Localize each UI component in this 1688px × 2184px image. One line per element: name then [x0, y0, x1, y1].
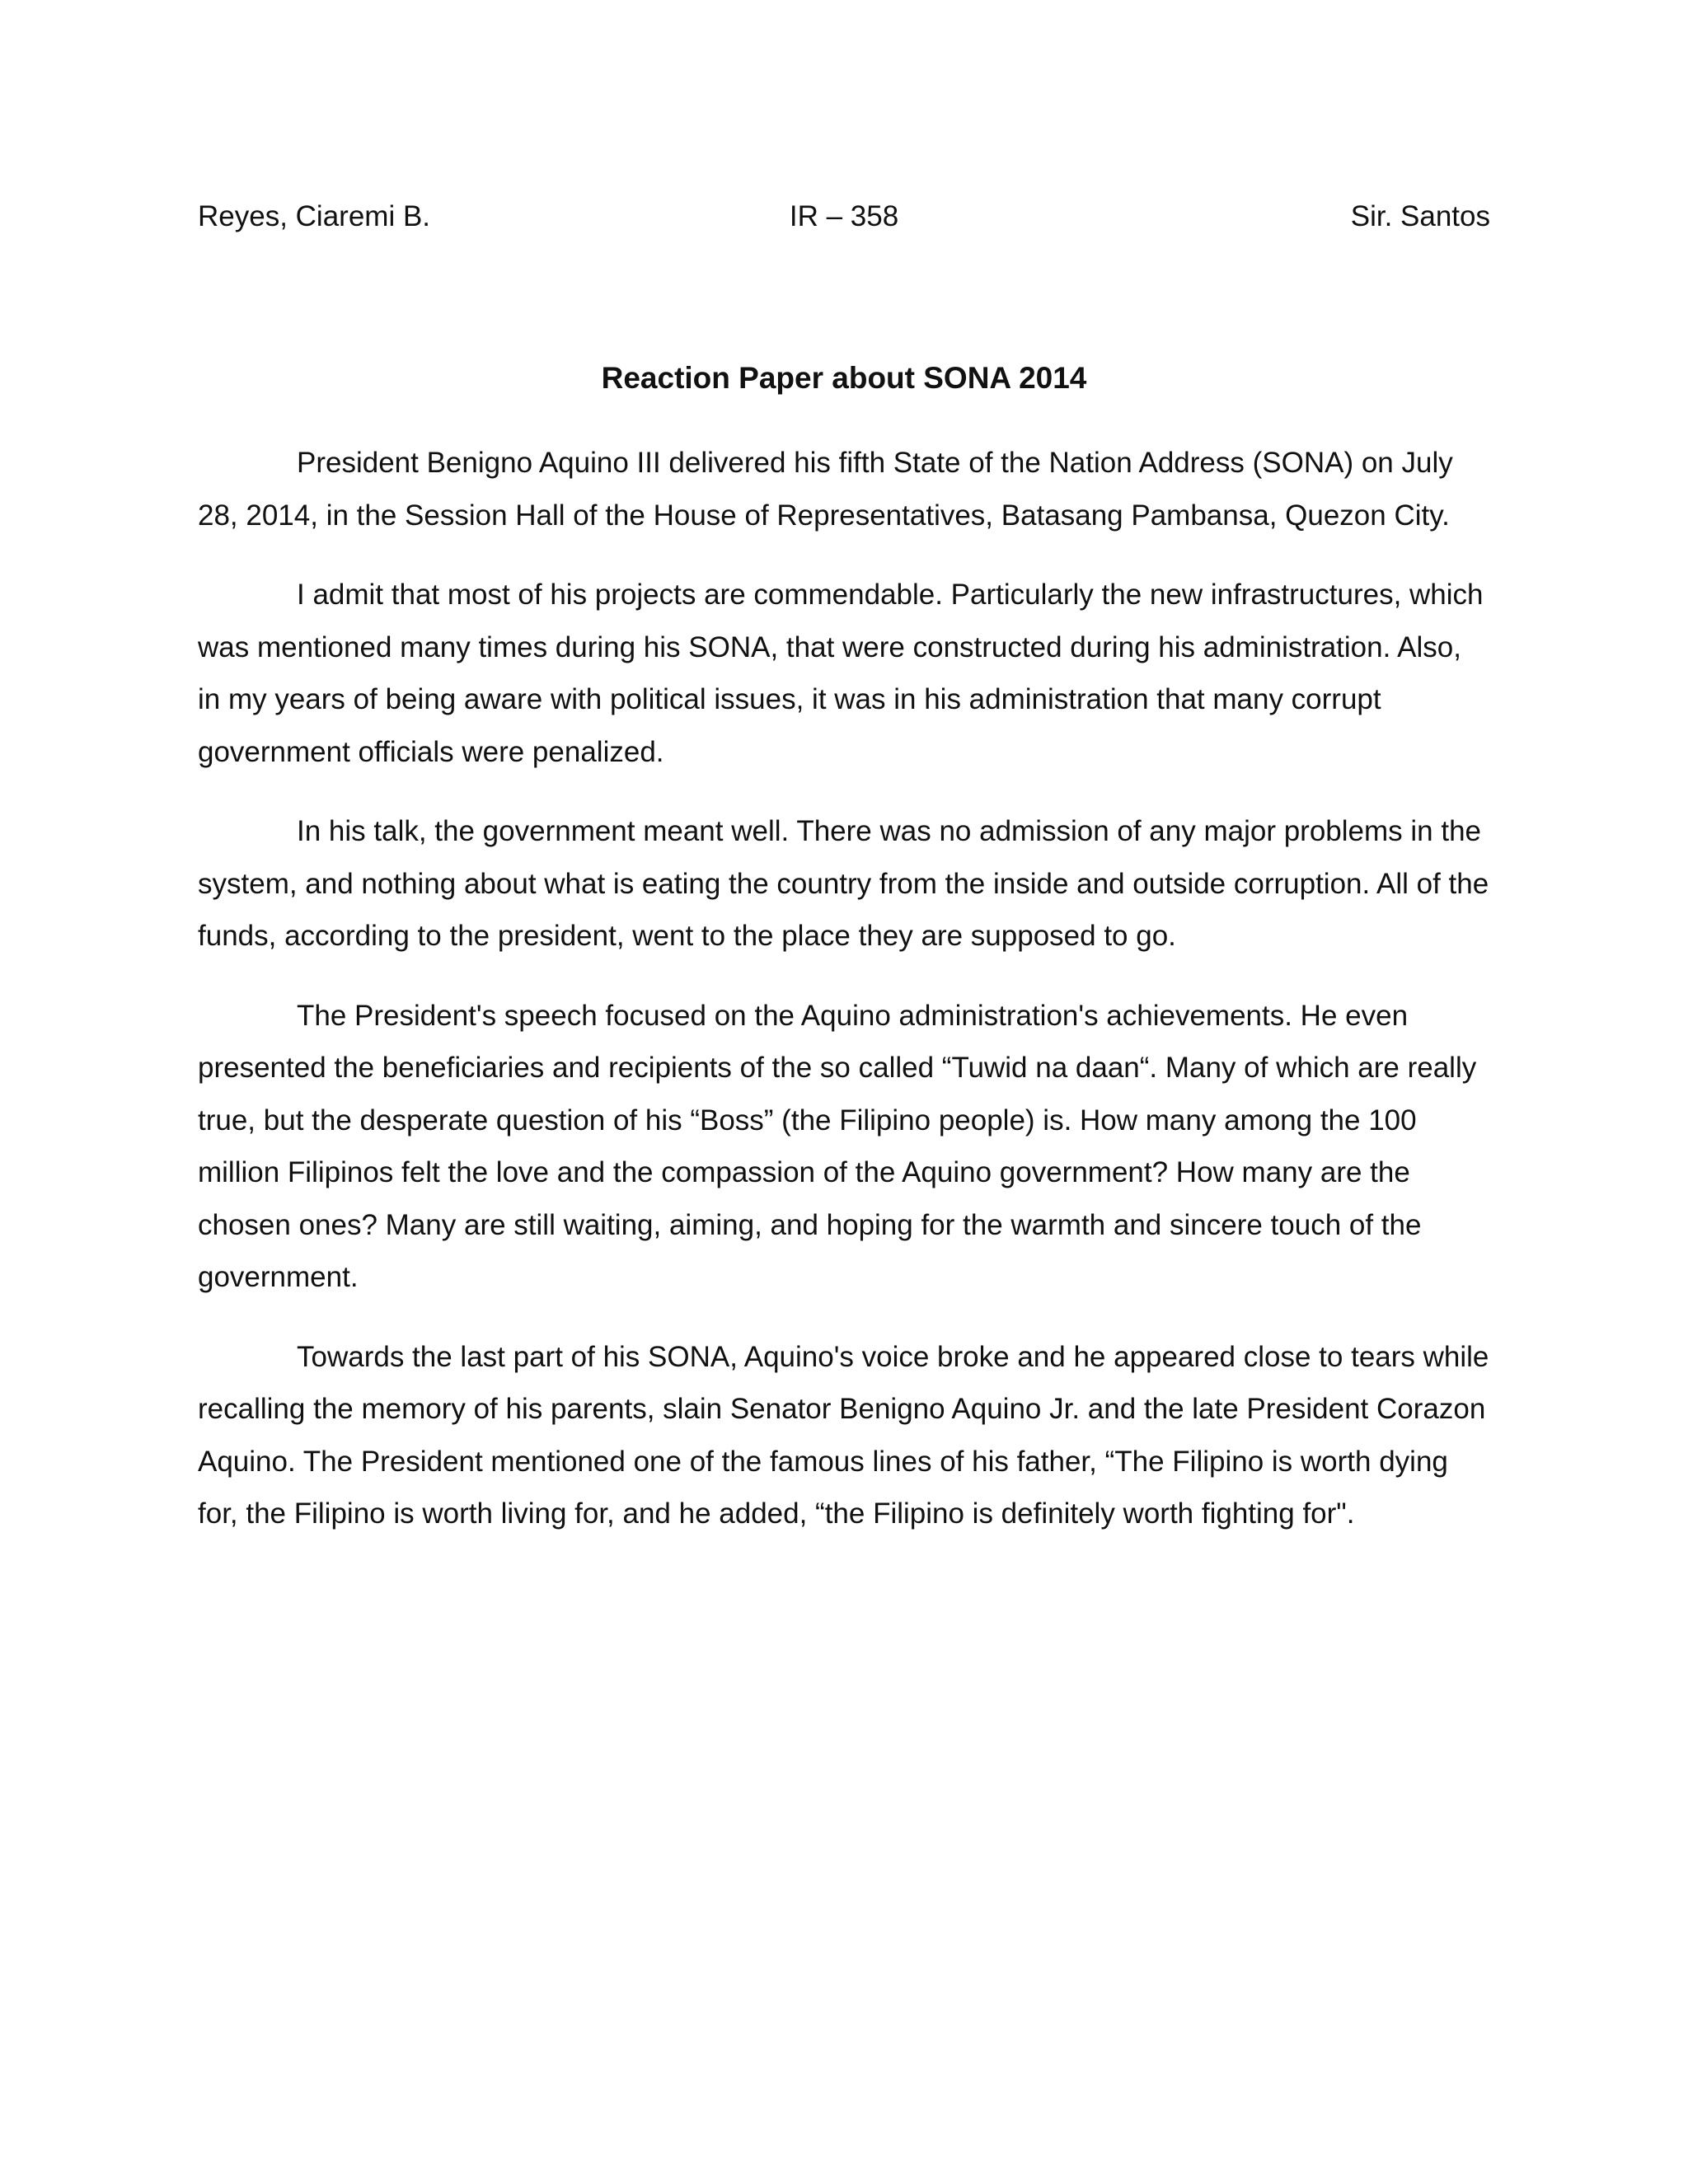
- paper-body: [198, 437, 1490, 1568]
- paper-title: Reaction Paper about SONA 2014: [601, 361, 1087, 395]
- paragraph-4: The President's speech focused on the Aquino administration's achievements. He even presented the beneficiaries and recipients of the so called “Tuwid na daan“. Many of which are really true, but the desperate question of his “Boss” (the Filipino people) is. How many among the 100 million Filipinos felt the love and the compassion of the Aquino government? How many are the chosen ones? Many are still waiting, aiming, and hoping for the warmth and sincere touch of the government.: [198, 999, 1477, 1293]
- instructor-name: Sir. Santos: [1350, 200, 1490, 232]
- course-code: IR – 358: [789, 200, 899, 232]
- paragraph-3: In his talk, the government meant well. There was no admission of any major problems in the system, and nothing about what is eating the country from the inside and outside corruption. All of the funds, according to the president, went to the place they are supposed to go.: [198, 815, 1489, 952]
- paragraph-1: President Benigno Aquino III delivered his fifth State of the Nation Address (SONA) on July 28, 2014, in the Session Hall of the House of Representatives, Batasang Pambansa, Quezon City.: [198, 447, 1453, 532]
- paragraph-2: I admit that most of his projects are commendable. Particularly the new infrastructures, which was mentioned many times during his SONA, that were constructed during his administration. Also, in my years of being aware with political issues, it was in his administration that many corrupt government officials were penalized.: [198, 579, 1484, 768]
- student-name: Reyes, Ciaremi B.: [198, 200, 431, 232]
- document-header: [198, 196, 1490, 237]
- paragraph-5: Towards the last part of his SONA, Aquino's voice broke and he appeared close to tears while recalling the memory of his parents, slain Senator Benigno Aquino Jr. and the late President Corazon Aquino. The President mentioned one of the famous lines of his father, “The Filipino is worth dying for, the Filipino is worth living for, and he added, “the Filipino is definitely worth fighting for".: [198, 1340, 1489, 1530]
